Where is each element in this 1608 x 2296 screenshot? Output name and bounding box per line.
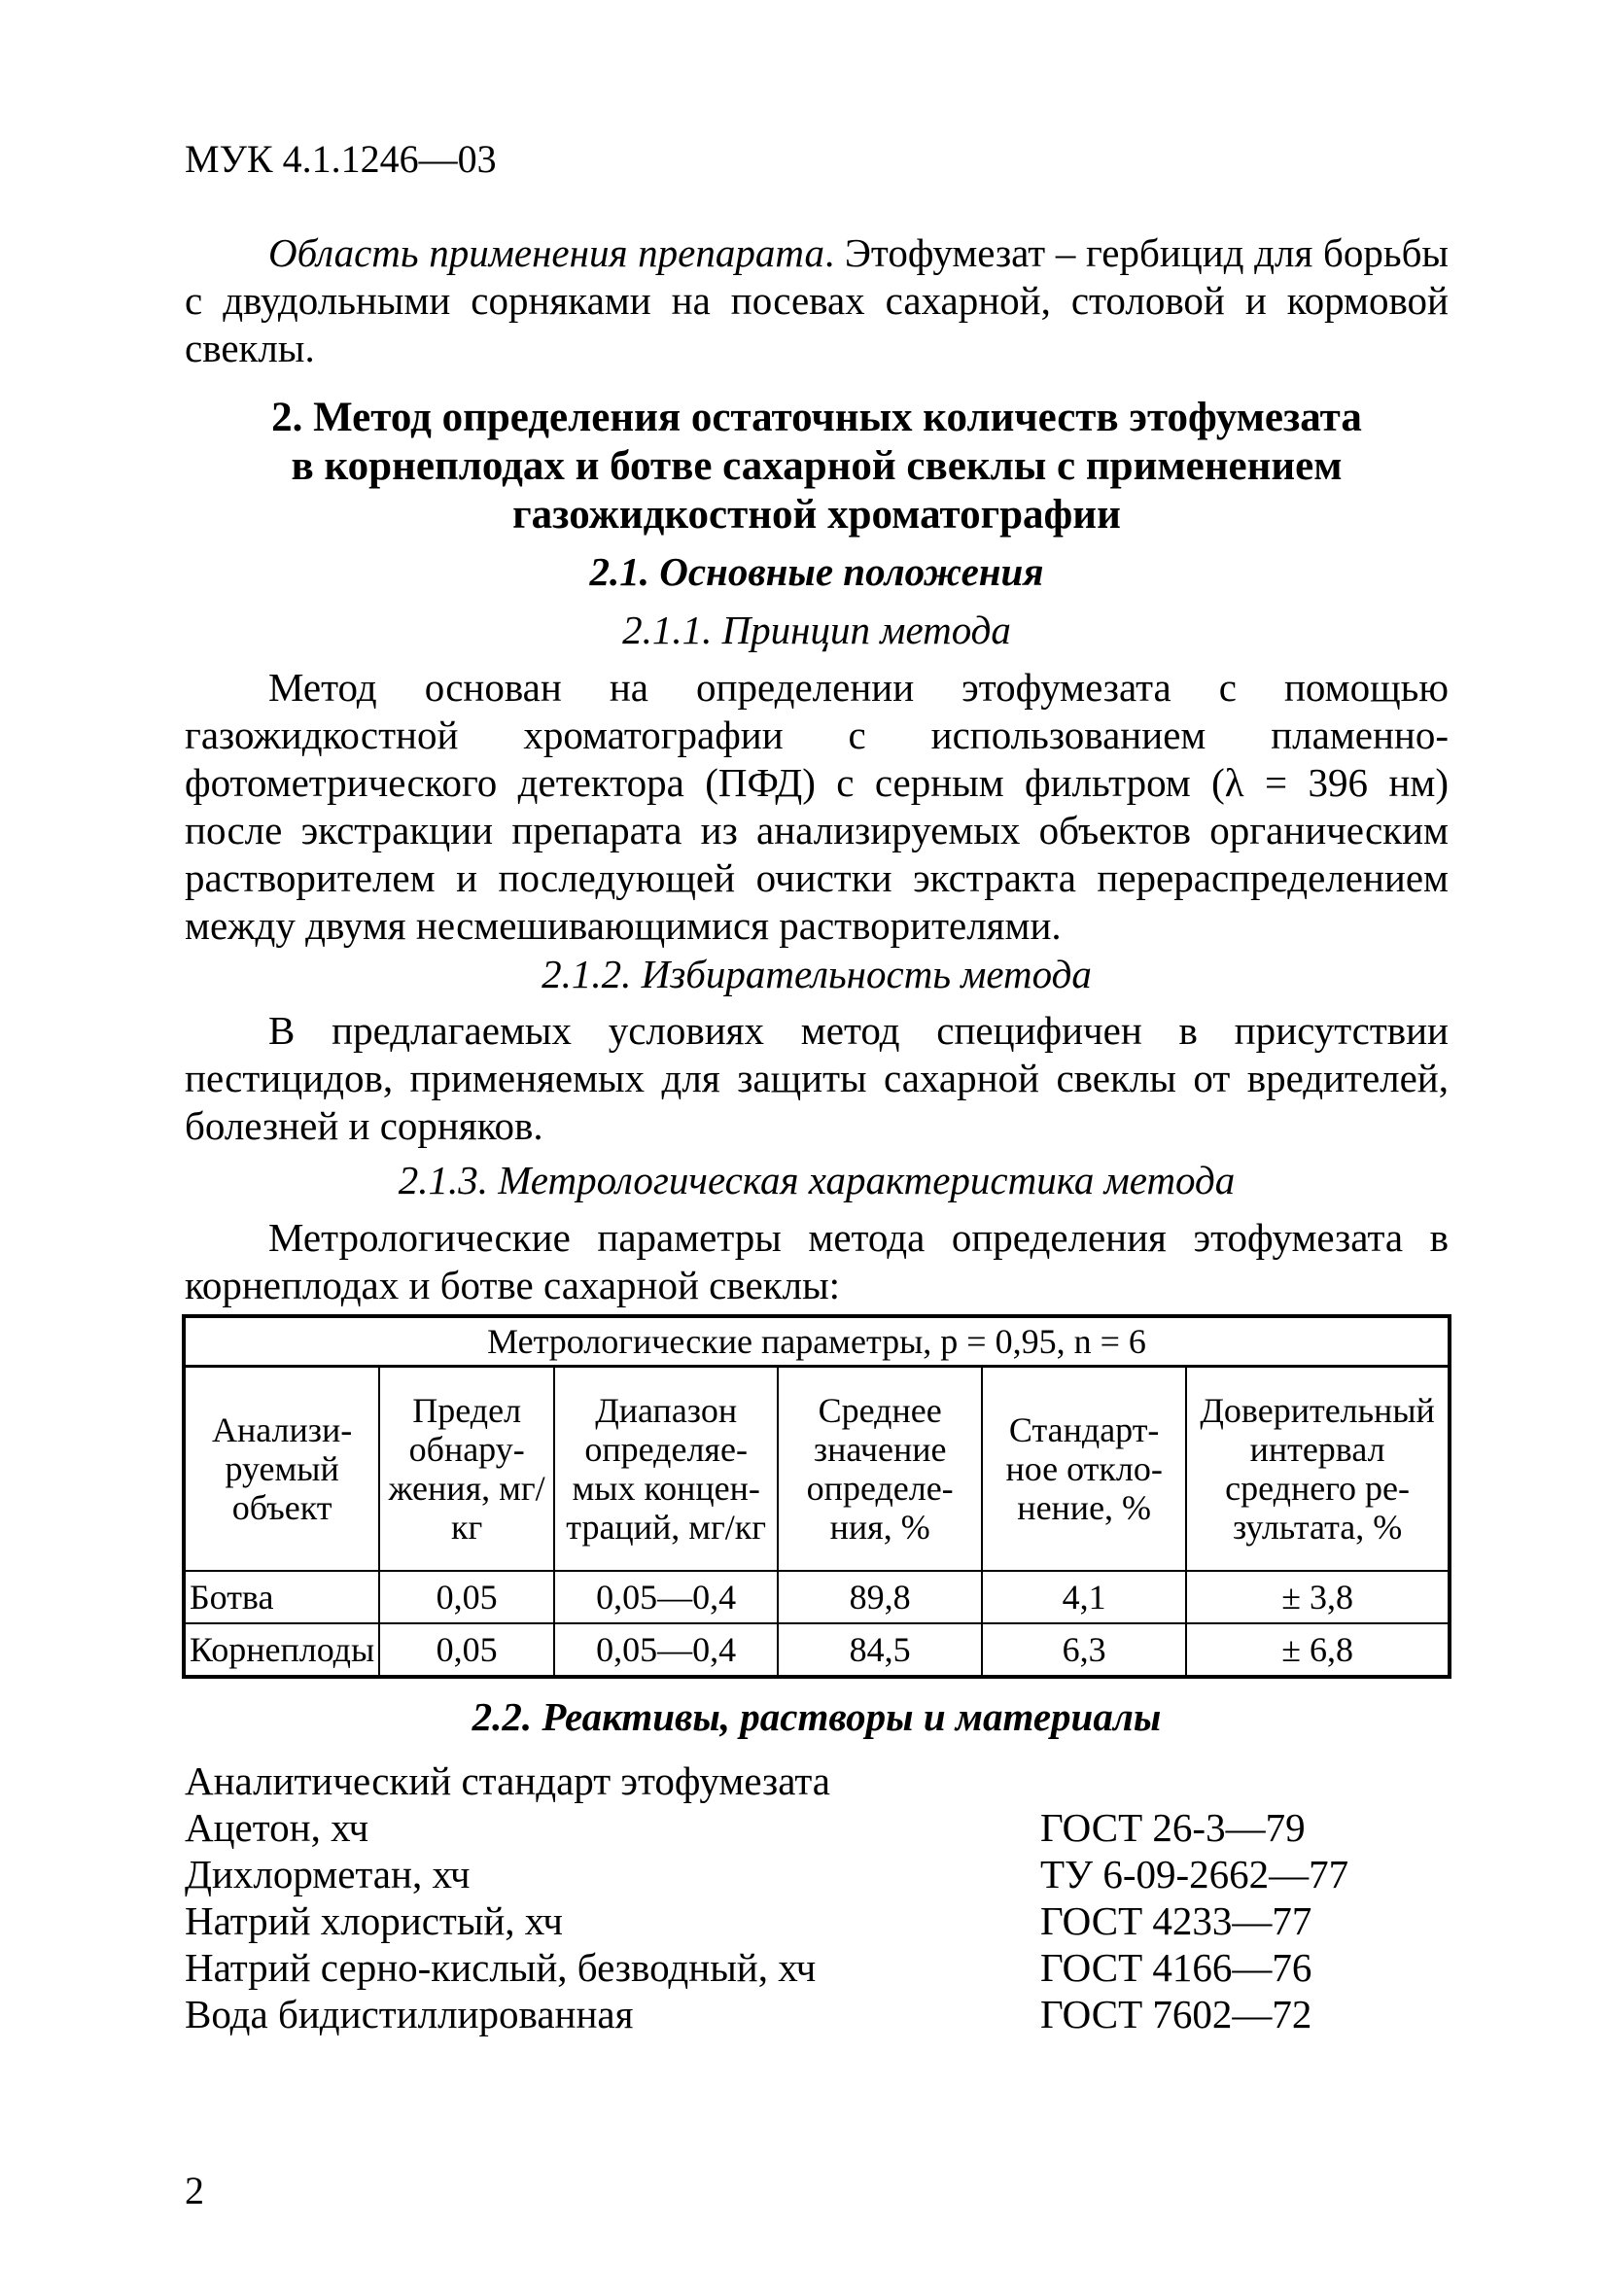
table-row <box>184 1623 1450 1677</box>
subsection-2-2-title: 2.2. Реактивы, растворы и материалы <box>472 1694 1162 1739</box>
reagent-standard: ГОСТ 4233—77 <box>1040 1898 1312 1943</box>
table-cell: ± 6,8 <box>1186 1623 1450 1677</box>
reagent-name: Натрий серно-кислый, безводный, хч <box>185 1945 817 1990</box>
table-cell: 6,3 <box>982 1623 1186 1677</box>
principle-block <box>185 664 1449 950</box>
subsection-2-1-1 <box>185 607 1449 653</box>
table-cell: 0,05—0,4 <box>554 1623 778 1677</box>
table-row <box>184 1571 1450 1623</box>
column-header: Предел обнару-жения, мг/кг <box>379 1367 554 1572</box>
subsection-2-1 <box>185 548 1449 595</box>
table-cell: 0,05 <box>379 1623 554 1677</box>
selectivity-block <box>185 1007 1449 1150</box>
subsection-2-1-3-title: 2.1.3. Метрологическая характеристика метода <box>398 1158 1236 1202</box>
table-caption: Метрологические параметры, p = 0,95, n = 6 <box>184 1316 1450 1367</box>
table-cell: 84,5 <box>778 1623 982 1677</box>
reagent-name: Ацетон, хч <box>185 1805 369 1850</box>
list-item <box>185 1897 1449 1944</box>
table-cell: 89,8 <box>778 1571 982 1623</box>
list-item <box>185 1991 1449 2037</box>
table-cell: Корнеплоды <box>184 1623 379 1677</box>
reagent-name: Аналитический стандарт этофумезата <box>185 1758 830 1803</box>
subsection-2-2 <box>185 1693 1449 1740</box>
reagent-name: Вода бидистиллированная <box>185 1992 634 2036</box>
section-2-title <box>185 394 1449 539</box>
metrology-table <box>182 1314 1451 1679</box>
reagent-name: Натрий хлористый, хч <box>185 1898 563 1943</box>
scope-label: Область применения препарата <box>268 230 824 275</box>
selectivity-paragraph: В предлагаемых условиях метод специфичен в присутствии пестицидов, применяемых для защиты сахарной свеклы от вредителей, болезней и сорняков. <box>185 1008 1449 1148</box>
column-header: Стандарт-ное откло-нение, % <box>982 1367 1186 1572</box>
section-2-title-line3: газожидкостной хроматографии <box>512 492 1121 538</box>
principle-paragraph: Метод основан на определении этофумезата с помощью газожидкостной хроматографии с использованием пламенно-фотометрического детектора (ПФД) с серным фильтром (λ = 396 нм) после экстракции препарата из анализируемых объектов органическим растворителем и последующей очистки экстракта перераспределением между двумя несмешивающимися растворителями. <box>185 665 1449 948</box>
table-header-row <box>184 1367 1450 1572</box>
reagent-standard: ГОСТ 26-3—79 <box>1040 1805 1306 1850</box>
scope-block <box>185 229 1449 372</box>
metrology-intro-block <box>185 1214 1449 1309</box>
reagent-standard: ТУ 6-09-2662—77 <box>1040 1852 1349 1896</box>
reagent-standard: ГОСТ 4166—76 <box>1040 1945 1312 1990</box>
reagent-standard: ГОСТ 7602—72 <box>1040 1992 1312 2036</box>
column-header: Среднее значение определе-ния, % <box>778 1367 982 1572</box>
table-cell: ± 3,8 <box>1186 1571 1450 1623</box>
subsection-2-1-2-title: 2.1.2. Избирательность метода <box>542 952 1092 996</box>
section-2-title-line1: 2. Метод определения остаточных количеств этофумезата <box>271 395 1362 440</box>
subsection-2-1-3 <box>185 1157 1449 1203</box>
table-cell: 4,1 <box>982 1571 1186 1623</box>
page-number: 2 <box>185 2169 204 2212</box>
list-item <box>185 1944 1449 1991</box>
subsection-2-1-1-title: 2.1.1. Принцип метода <box>622 608 1011 652</box>
scope-text: . Этофумезат – гербицид для борьбы с двудольными сорняками на посевах сахарной, столовой и кормовой свеклы. <box>185 230 1449 370</box>
table-cell: Ботва <box>184 1571 379 1623</box>
section-2-title-line2: в корнеплодах и ботве сахарной свеклы с применением <box>291 443 1343 489</box>
list-item <box>185 1757 1449 1804</box>
column-header: Диапазон определяе-мых концен-траций, мг/кг <box>554 1367 778 1572</box>
table-cell: 0,05 <box>379 1571 554 1623</box>
document-code: МУК 4.1.1246—03 <box>185 137 497 181</box>
subsection-2-1-2 <box>185 951 1449 997</box>
subsection-2-1-title: 2.1. Основные положения <box>589 549 1044 594</box>
list-item <box>185 1851 1449 1897</box>
list-item <box>185 1804 1449 1851</box>
reagents-list <box>185 1757 1449 2037</box>
metrology-intro-paragraph: Метрологические параметры метода определения этофумезата в корнеплодах и ботве сахарной свеклы: <box>185 1215 1449 1307</box>
reagent-name: Дихлорметан, хч <box>185 1852 471 1896</box>
table-cell: 0,05—0,4 <box>554 1571 778 1623</box>
scope-paragraph <box>185 229 1449 372</box>
column-header: Анализи-руемый объект <box>184 1367 379 1572</box>
column-header: Доверительный интервал среднего ре-зультата, % <box>1186 1367 1450 1572</box>
